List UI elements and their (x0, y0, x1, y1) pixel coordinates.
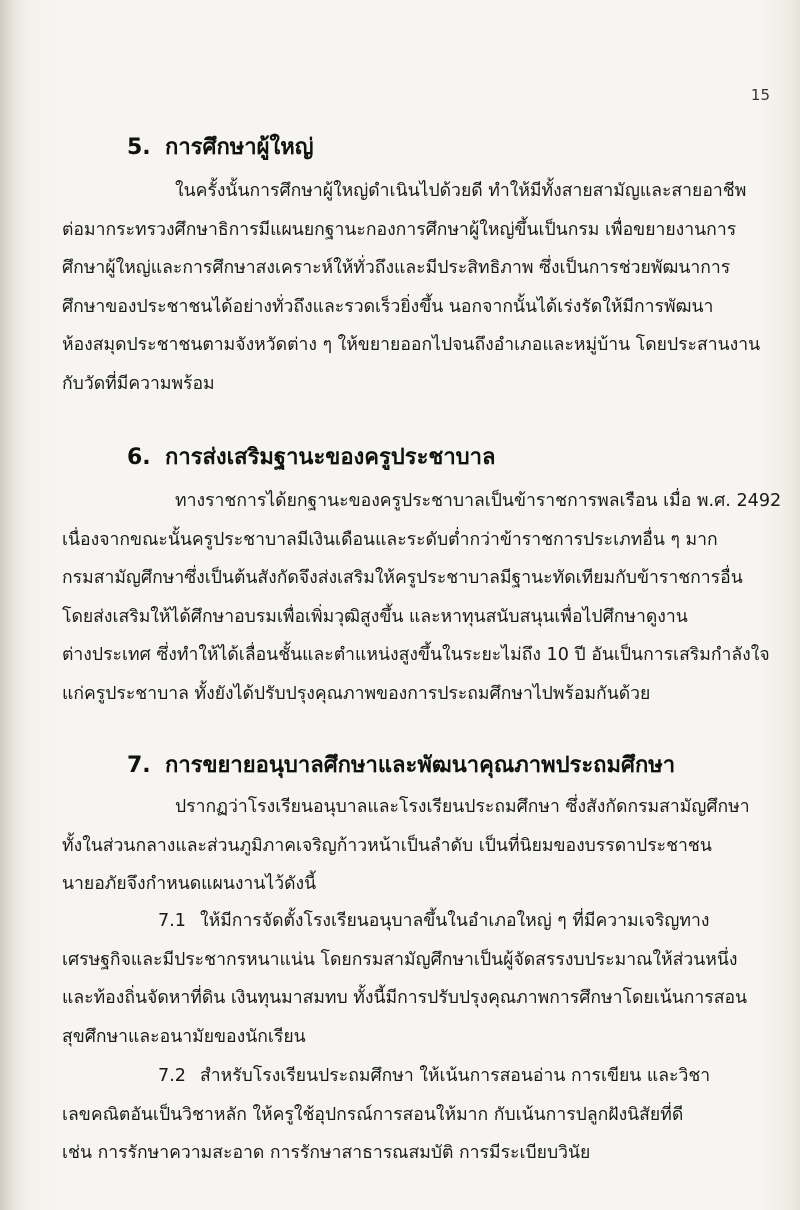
paragraph-line: นายอภัยจึงกำหนดแผนงานไว้ดังนี้ (62, 874, 317, 894)
paragraph-line: กรมสามัญศึกษาซึ่งเป็นต้นสังกัดจึงส่งเสริมให้ครูประชาบาลมีฐานะทัดเทียมกับข้าราชการอื่น (62, 568, 743, 588)
section-6-number: 6. (127, 445, 151, 470)
section-6-heading (127, 442, 495, 474)
item-7-2-paragraph (62, 1057, 792, 1173)
item-7-2-number: 7.2 (158, 1066, 186, 1086)
section-7-heading (127, 750, 675, 782)
paragraph-line: โดยส่งเสริมให้ได้ศึกษาอบรมเพื่อเพิ่มวุฒิสูงขึ้น และหาทุนสนับสนุนเพื่อไปศึกษาดูงาน (62, 606, 688, 627)
paragraph-line: ทั้งในส่วนกลางและส่วนภูมิภาคเจริญก้าวหน้าเป็นลำดับ เป็นที่นิยมของบรรดาประชาชน (62, 835, 712, 856)
section-6-title: การส่งเสริมฐานะของครูประชาบาล (165, 445, 496, 470)
paragraph-line: ต่อมากระทรวงศึกษาธิการมีแผนยกฐานะกองการศึกษาผู้ใหญ่ขึ้นเป็นกรม เพื่อขยายงานการ (62, 219, 737, 240)
item-7-1-first-line (62, 902, 792, 941)
paragraph-line: เลขคณิตอันเป็นวิชาหลัก ให้ครูใช้อุปกรณ์การสอนให้มาก กับเน้นการปลูกฝังนิสัยที่ดี (62, 1104, 684, 1125)
paragraph-line: ห้องสมุดประชาชนตามจังหวัดต่าง ๆ ให้ขยายออกไปจนถึงอำเภอและหมู่บ้าน โดยประสานงาน (62, 335, 761, 355)
paragraph-line: กับวัดที่มีความพร้อม (62, 373, 215, 394)
section-5-paragraph (62, 172, 792, 403)
paragraph-line-text: ให้มีการจัดตั้งโรงเรียนอนุบาลขึ้นในอำเภอใหญ่ ๆ ที่มีความเจริญทาง (200, 911, 710, 931)
paragraph-line: แก่ครูประชาบาล ทั้งยังได้ปรับปรุงคุณภาพของการประถมศึกษาไปพร้อมกันด้วย (62, 683, 651, 704)
item-7-1-paragraph (62, 902, 792, 1056)
paragraph-line: เช่น การรักษาความสะอาด การรักษาสาธารณสมบัติ การมีระเบียบวินัย (62, 1143, 591, 1163)
paragraph-line: ศึกษาผู้ใหญ่และการศึกษาสงเคราะห์ให้ทั่วถึงและมีประสิทธิภาพ ซึ่งเป็นการช่วยพัฒนาการ (62, 258, 731, 278)
paragraph-line: เนื่องจากขณะนั้นครูประชาบาลมีเงินเดือนและระดับต่ำกว่าข้าราชการประเภทอื่น ๆ มาก (62, 529, 718, 550)
paragraph-line: เศรษฐกิจและมีประชากรหนาแน่น โดยกรมสามัญศึกษาเป็นผู้จัดสรรงบประมาณให้ส่วนหนึ่ง (62, 949, 738, 970)
paragraph-line: สุขศึกษาและอนามัยของนักเรียน (62, 1026, 306, 1047)
paragraph-line: ในครั้งนั้นการศึกษาผู้ใหญ่ดำเนินไปด้วยดี ทำให้มีทั้งสายสามัญและสายอาชีพ (175, 181, 747, 201)
section-7-number: 7. (127, 753, 151, 778)
section-7-paragraph (62, 788, 792, 904)
section-5-number: 5. (127, 135, 151, 160)
section-6-paragraph (62, 482, 792, 713)
paragraph-line: ทางราชการได้ยกฐานะของครูประชาบาลเป็นข้าราชการพลเรือน เมื่อ พ.ศ. 2492 (175, 491, 782, 511)
item-7-2-first-line (62, 1057, 792, 1096)
item-7-1-number: 7.1 (158, 911, 186, 931)
page-number: 15 (750, 86, 770, 104)
paragraph-line: และท้องถิ่นจัดหาที่ดิน เงินทุนมาสมทบ ทั้งนี้มีการปรับปรุงคุณภาพการศึกษาโดยเน้นการสอน (62, 988, 748, 1008)
paragraph-line-text: สำหรับโรงเรียนประถมศึกษา ให้เน้นการสอนอ่าน การเขียน และวิชา (200, 1066, 711, 1086)
paragraph-line: ศึกษาของประชาชนได้อย่างทั่วถึงและรวดเร็วยิ่งขึ้น นอกจากนั้นได้เร่งรัดให้มีการพัฒนา (62, 296, 714, 317)
section-7-title: การขยายอนุบาลศึกษาและพัฒนาคุณภาพประถมศึกษา (165, 753, 676, 778)
paragraph-line: ต่างประเทศ ซึ่งทำให้ได้เลื่อนชั้นและตำแหน่งสูงขึ้นในระยะไม่ถึง 10 ปี อันเป็นการเสริมกำลังใจ (62, 645, 770, 665)
paragraph-line: ปรากฏว่าโรงเรียนอนุบาลและโรงเรียนประถมศึกษา ซึ่งสังกัดกรมสามัญศึกษา (175, 797, 750, 817)
section-5-title: การศึกษาผู้ใหญ่ (165, 135, 314, 160)
section-5-heading (127, 132, 314, 164)
